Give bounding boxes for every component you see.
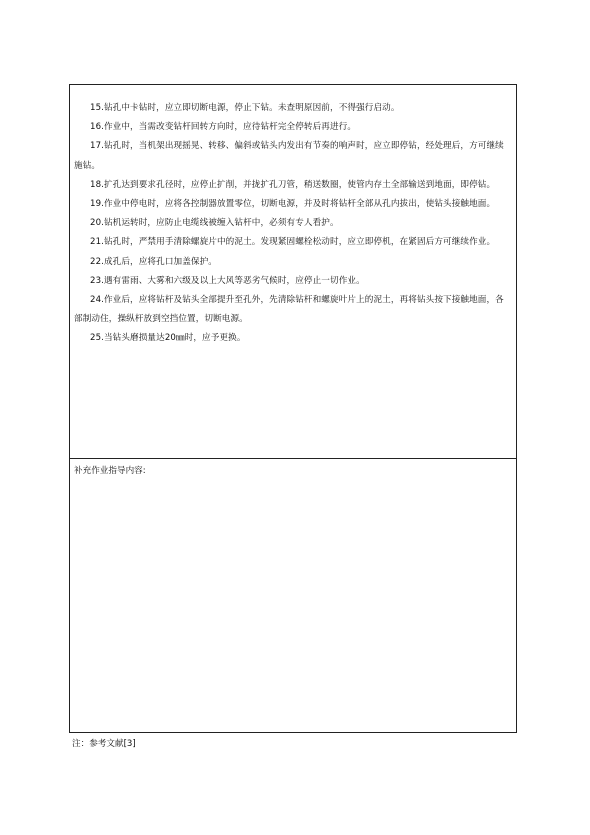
rule-item-20: 20.钻机运转时，应防止电缆线被缠入钻杆中，必须有专人看护。 bbox=[90, 218, 339, 229]
rule-item-15: 15.钻孔中卡钻时，应立即切断电源，停止下钻。未查明原因前，不得强行启动。 bbox=[90, 103, 400, 113]
rule-item-22: 22.成孔后，应将孔口加盖保护。 bbox=[90, 256, 217, 267]
rule-item-25: 25.当钻头磨损量达20㎜时，应予更换。 bbox=[90, 333, 246, 344]
supplement-label: 补充作业指导内容: bbox=[74, 466, 146, 476]
rule-item-24: 24.作业后，应将钻杆及钻头全部提升至孔外，先清除钻杆和螺旋叶片上的泥土，再将钻头按下接触地面，各部制动住，操纵杆放到空挡位置，切断电源。 bbox=[74, 295, 504, 325]
supplement-cell bbox=[70, 459, 516, 732]
instruction-table bbox=[69, 84, 517, 733]
rule-item-17: 17.钻孔时，当机架出现摇晃、转移、偏斜或钻头内发出有节奏的响声时，应立即停钻，经处理后，方可继续施钻。 bbox=[74, 141, 504, 171]
rule-item-23: 23.遇有雷雨、大雾和六级及以上大风等恶劣气候时，应停止一切作业。 bbox=[90, 275, 365, 286]
rules-cell bbox=[70, 85, 516, 459]
rule-item-21: 21.钻孔时，严禁用手清除螺旋片中的泥土。发现紧固螺栓松动时，应立即停机，在紧固后方可继续作业。 bbox=[90, 237, 496, 248]
rule-item-16: 16.作业中，当需改变钻杆回转方向时，应待钻杆完全停转后再进行。 bbox=[90, 122, 357, 133]
rule-item-19: 19.作业中停电时，应将各控制器放置零位，切断电源，并及时将钻杆全部从孔内拔出，使钻头接触地面。 bbox=[90, 199, 496, 210]
rule-item-18: 18.扩孔达到要求孔径时，应停止扩削，并拢扩孔刀管，稍送数圈，使管内存土全部输送到地面，即停钻。 bbox=[90, 179, 496, 190]
reference-footnote: 注：参考文献[3] bbox=[72, 739, 136, 749]
